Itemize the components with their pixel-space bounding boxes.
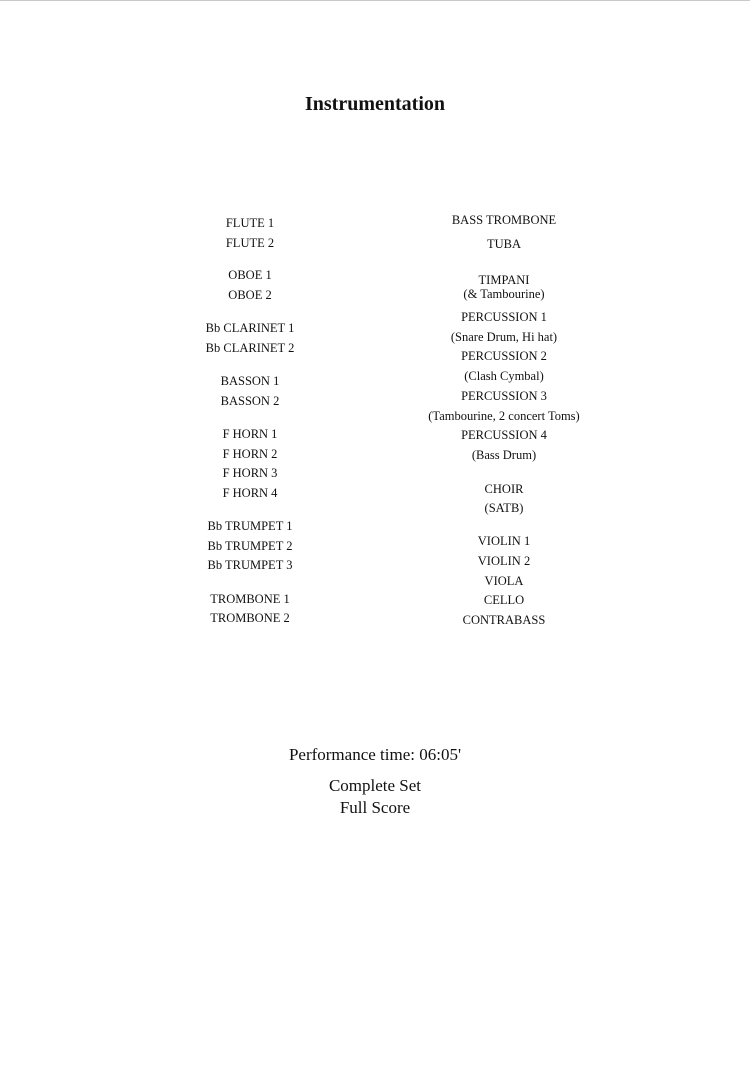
- instrument-percussion-2: PERCUSSION 2: [461, 349, 547, 363]
- instrument-trumpet-3: Bb TRUMPET 3: [207, 558, 293, 572]
- instrument-trombone-1: TROMBONE 1: [210, 592, 290, 606]
- instrument-percussion-4-note: (Bass Drum): [471, 448, 537, 462]
- page-top-border: [0, 0, 750, 1]
- instrument-percussion-3-note: (Tambourine, 2 concert Toms): [428, 409, 580, 423]
- instrument-percussion-1: PERCUSSION 1: [461, 310, 547, 324]
- instrument-trumpet-1: Bb TRUMPET 1: [207, 519, 293, 533]
- page-title: Instrumentation: [304, 93, 445, 115]
- instrument-timpani-note: (& Tambourine): [463, 287, 545, 301]
- instrument-oboe-1: OBOE 1: [228, 268, 272, 282]
- instrument-flute-1: FLUTE 1: [225, 216, 275, 230]
- instrument-tuba: TUBA: [486, 237, 522, 251]
- score-label: Full Score: [339, 798, 411, 817]
- instrument-clarinet-2: Bb CLARINET 2: [205, 341, 295, 355]
- instrument-trombone-2: TROMBONE 2: [210, 611, 290, 625]
- instrument-clarinet-1: Bb CLARINET 1: [205, 321, 295, 335]
- instrument-contrabass: CONTRABASS: [462, 613, 546, 627]
- instrument-violin-1: VIOLIN 1: [477, 534, 531, 548]
- instrument-timpani: TIMPANI: [478, 273, 530, 287]
- instrument-percussion-4: PERCUSSION 4: [461, 428, 547, 442]
- performance-time: Performance time: 06:05': [288, 745, 462, 764]
- instrument-horn-4: F HORN 4: [222, 486, 278, 500]
- set-label: Complete Set: [328, 776, 422, 795]
- instrument-flute-2: FLUTE 2: [225, 236, 275, 250]
- instrument-percussion-2-note: (Clash Cymbal): [464, 369, 544, 383]
- instrument-choir: CHOIR: [484, 482, 524, 496]
- instrument-horn-3: F HORN 3: [222, 466, 278, 480]
- instrument-basson-2: BASSON 2: [220, 394, 280, 408]
- instrument-basson-1: BASSON 1: [220, 374, 280, 388]
- instrument-choir-note: (SATB): [484, 501, 524, 515]
- instrument-viola: VIOLA: [484, 574, 524, 588]
- instrument-horn-1: F HORN 1: [222, 427, 278, 441]
- instrument-violin-2: VIOLIN 2: [477, 554, 531, 568]
- instrument-trumpet-2: Bb TRUMPET 2: [207, 539, 293, 553]
- instrument-percussion-1-note: (Snare Drum, Hi hat): [450, 330, 558, 344]
- instrument-horn-2: F HORN 2: [222, 447, 278, 461]
- instrument-cello: CELLO: [483, 593, 525, 607]
- instrument-oboe-2: OBOE 2: [228, 288, 272, 302]
- instrument-percussion-3: PERCUSSION 3: [461, 389, 547, 403]
- instrument-bass-trombone: BASS TROMBONE: [451, 213, 557, 227]
